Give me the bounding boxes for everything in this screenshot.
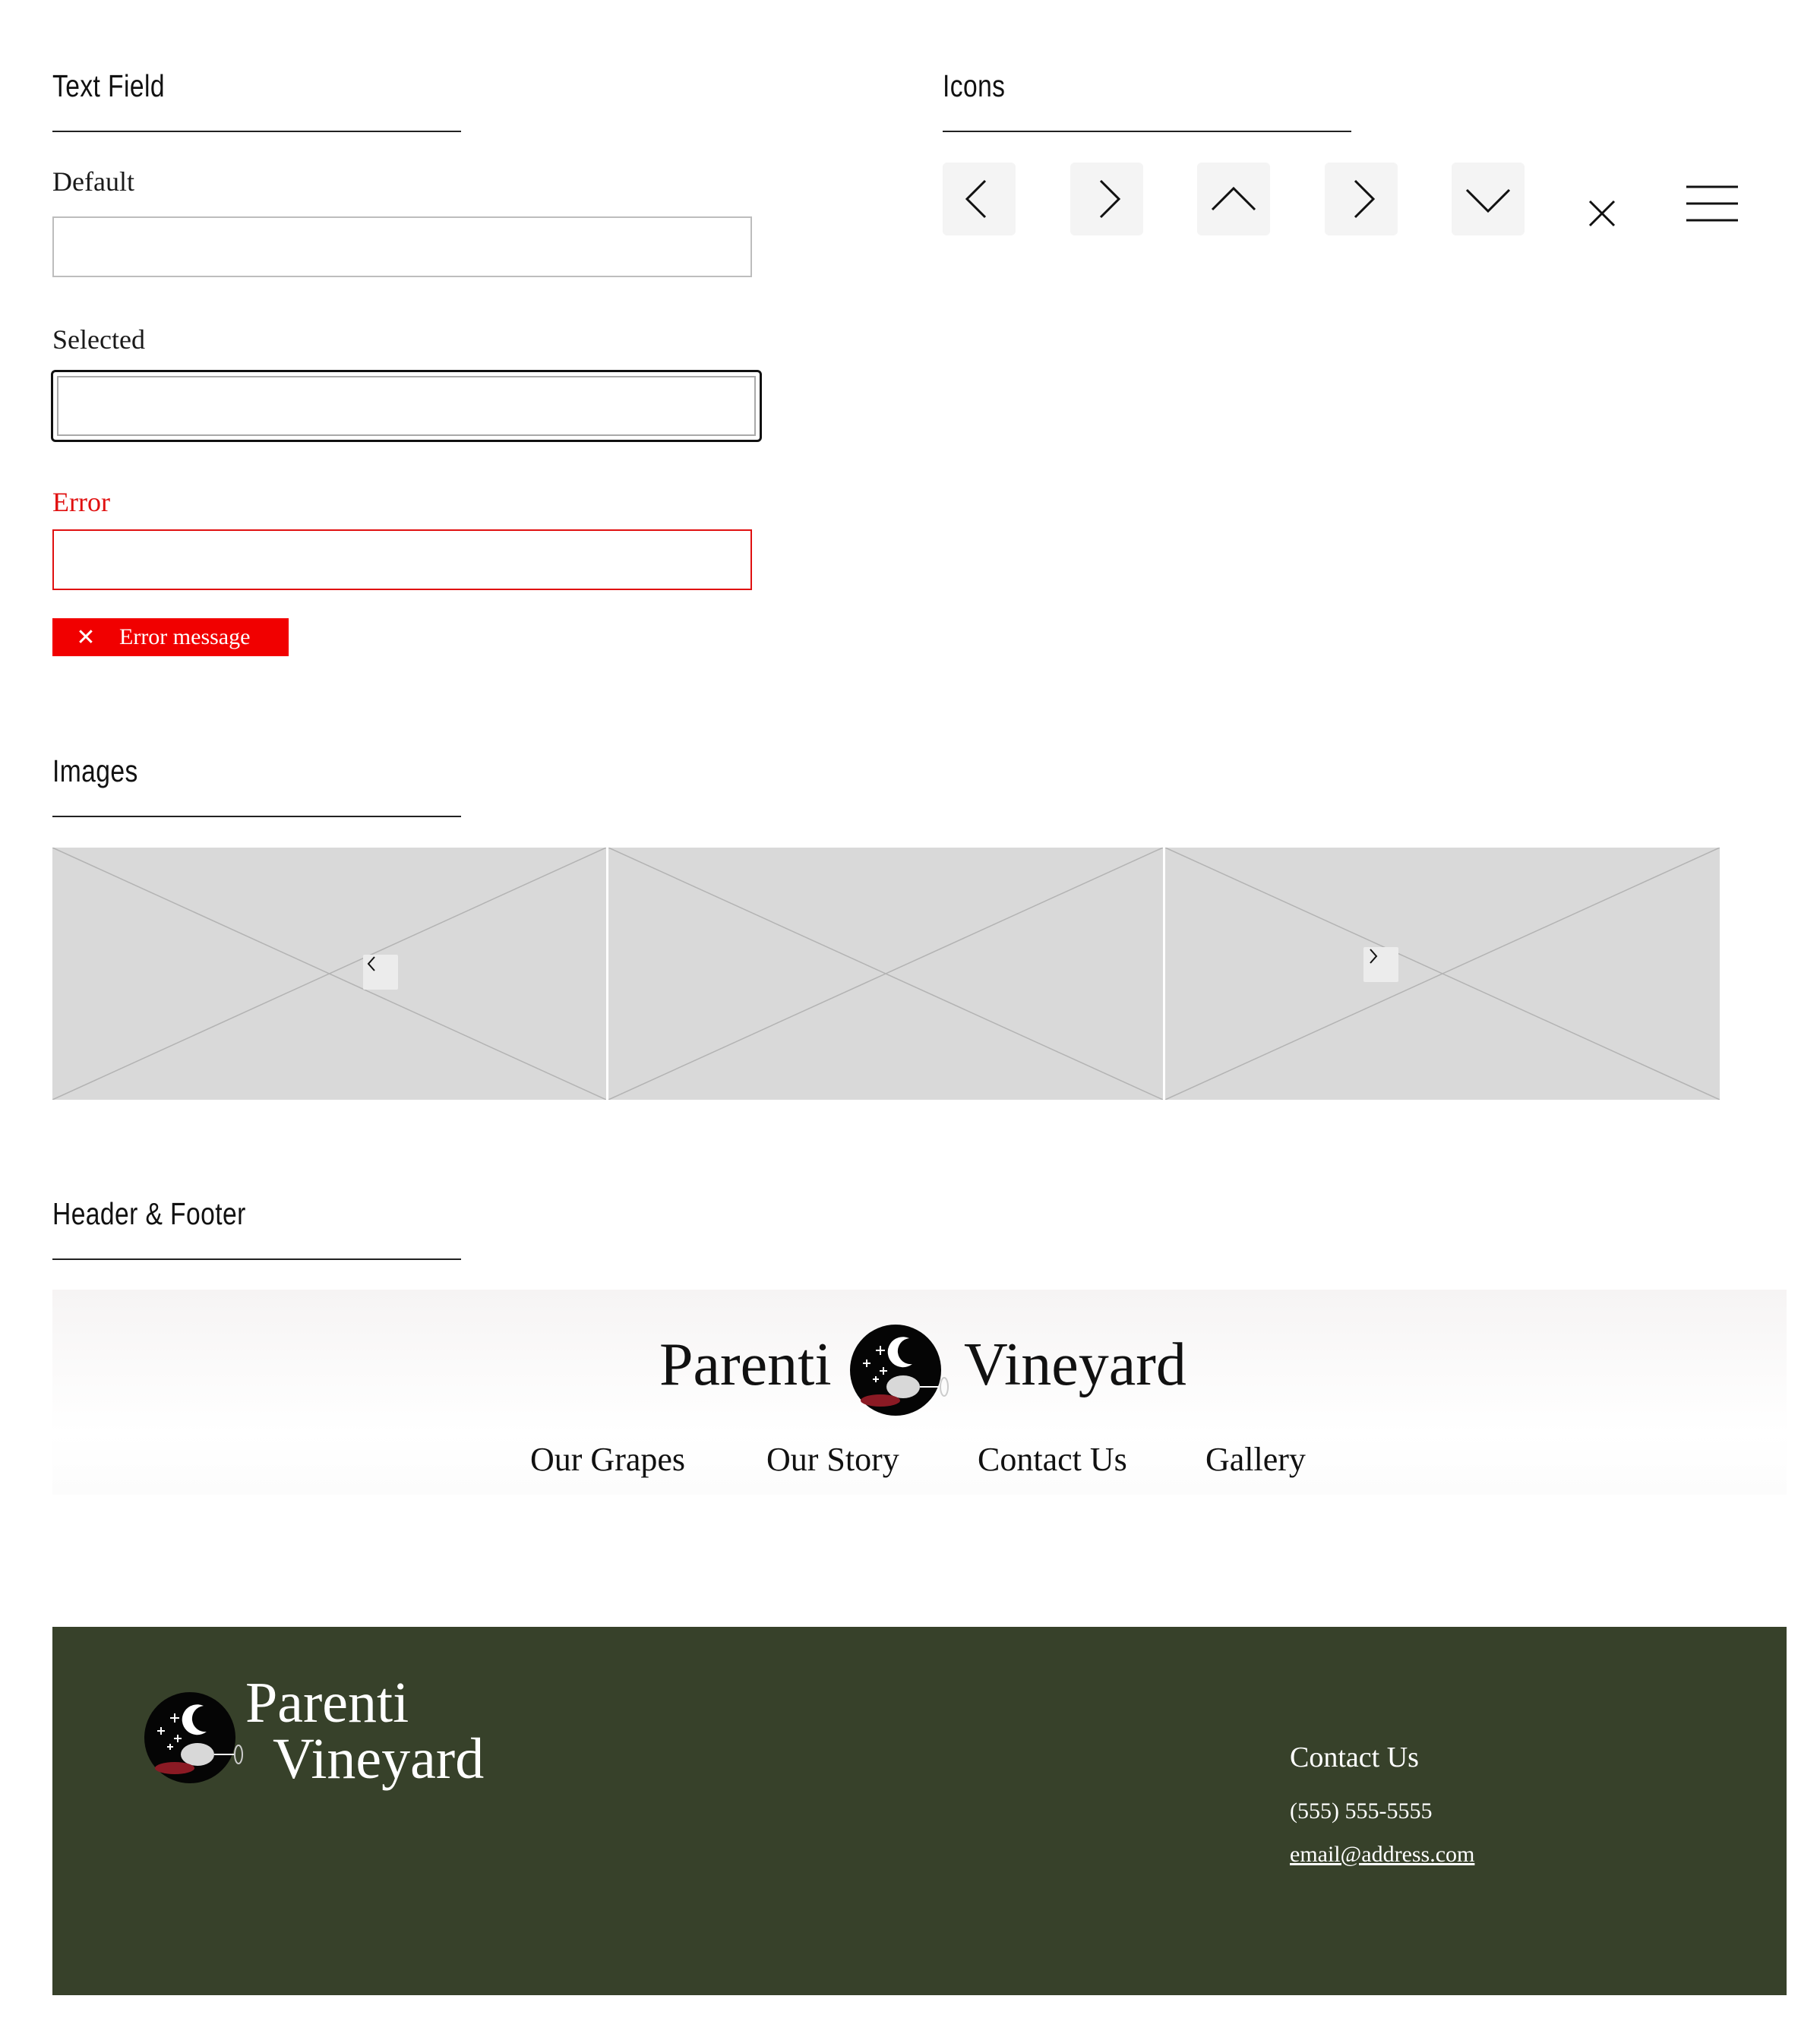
error-field-label: Error: [52, 487, 110, 517]
nav-link-our-grapes[interactable]: Our Grapes: [530, 1441, 686, 1478]
chevron-down-icon[interactable]: [1452, 163, 1525, 235]
nav-link-contact-us[interactable]: Contact Us: [978, 1441, 1127, 1478]
footer-phone: (555) 555-5555: [1290, 1798, 1433, 1824]
default-field-label: Default: [52, 166, 134, 197]
error-text-input[interactable]: [52, 529, 752, 590]
nav-link-our-story[interactable]: Our Story: [766, 1441, 899, 1478]
image-placeholder: [608, 848, 1163, 1100]
icons-section-title: Icons: [943, 68, 1006, 103]
vineyard-logo-icon[interactable]: [850, 1323, 950, 1417]
vineyard-logo-icon[interactable]: [144, 1691, 245, 1785]
selected-text-input-inner: [57, 376, 756, 436]
images-section-title: Images: [52, 753, 138, 788]
footer-email-link[interactable]: email@address.com: [1290, 1842, 1475, 1867]
error-x-icon: ✕: [76, 624, 96, 651]
chevron-right-icon[interactable]: [1070, 163, 1143, 235]
image-placeholder: [1165, 848, 1720, 1100]
hamburger-menu-icon[interactable]: [1685, 181, 1739, 226]
chevron-right-icon[interactable]: [1325, 163, 1398, 235]
section-divider: [52, 1258, 461, 1260]
section-divider: [52, 131, 461, 132]
section-divider: [52, 816, 461, 817]
header-footer-section-title: Header & Footer: [52, 1196, 246, 1231]
chevron-left-icon[interactable]: [943, 163, 1016, 235]
selected-text-input[interactable]: [51, 370, 762, 442]
text-field-section-title: Text Field: [52, 68, 165, 103]
footer-brand-line1: Parenti: [245, 1671, 409, 1735]
error-message-text: Error message: [119, 624, 251, 649]
carousel-next-button[interactable]: [1363, 947, 1398, 982]
chevron-up-icon[interactable]: [1197, 163, 1270, 235]
site-footer: [52, 1627, 1787, 1995]
default-text-input[interactable]: [52, 216, 752, 277]
section-divider: [943, 131, 1351, 132]
nav-link-gallery[interactable]: Gallery: [1205, 1441, 1306, 1478]
error-message-badge: [52, 618, 289, 656]
close-icon[interactable]: [1583, 194, 1621, 232]
selected-field-label: Selected: [52, 324, 145, 355]
footer-brand-line2: Vineyard: [273, 1727, 485, 1791]
brand-name-left: Parenti: [659, 1331, 832, 1398]
footer-contact-title: Contact Us: [1290, 1742, 1419, 1773]
site-header: [52, 1290, 1787, 1495]
carousel-prev-button[interactable]: [363, 955, 398, 990]
brand-name-right: Vineyard: [964, 1331, 1186, 1398]
image-placeholder: [52, 848, 606, 1100]
